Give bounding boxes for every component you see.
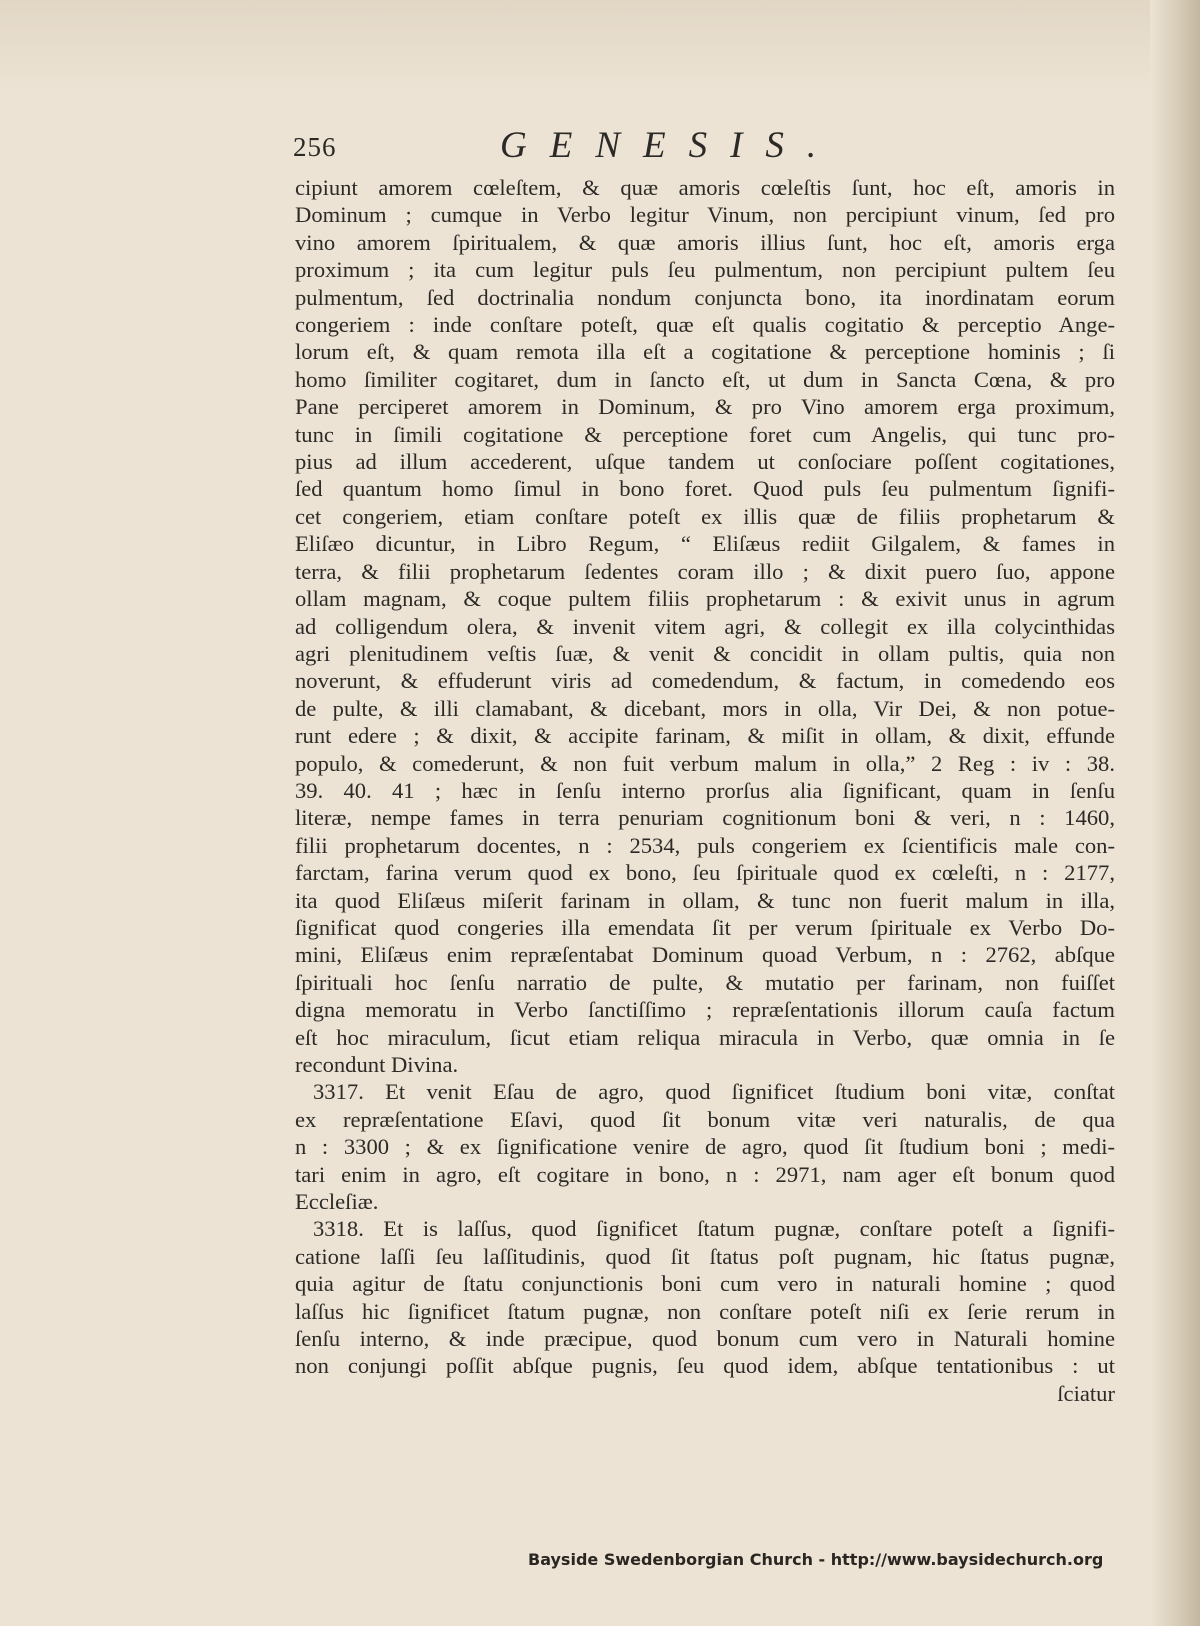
text-line: terra, & filii prophetarum ſedentes coram illo ; & dixit puero ſuo, appone [295, 558, 1115, 584]
text-line: noverunt, & effuderunt viris ad comedendum, & factum, in comedendo eos [295, 668, 1115, 694]
text-line: catione laſſi ſeu laſſitudinis, quod ſit ſtatus poſt pugnam, hic ſtatus pugnæ, [295, 1243, 1115, 1269]
text-line: laſſus hic ſignificet ſtatum pugnæ, non conſtare poteſt niſi ex ſerie rerum in [295, 1298, 1115, 1324]
text-line: de pulte, & illi clamabant, & dicebant, mors in olla, Vir Dei, & non potue- [295, 695, 1115, 721]
text-line: vino amorem ſpiritualem, & quæ amoris illius ſunt, hoc eſt, amoris erga [295, 229, 1115, 255]
page-header [293, 118, 1113, 168]
page-number: 256 [293, 132, 337, 162]
text-line: proximum ; ita cum legitur puls ſeu pulmentum, non percipiunt pultem ſeu [295, 257, 1115, 283]
footer-credit: Bayside Swedenborgian Church - http://www.baysidechurch.org [528, 1550, 1104, 1569]
text-line: filii prophetarum docentes, n : 2534, puls congeriem ex ſcientificis male con- [295, 832, 1115, 858]
text-line: non conjungi poſſit abſque pugnis, ſeu quod idem, abſque tentationibus : ut [295, 1353, 1115, 1379]
paragraph-3317-line: 3317. Et venit Eſau de agro, quod ſignificet ſtudium boni vitæ, conſtat [313, 1079, 1115, 1105]
text-line: congeriem : inde conſtare poteſt, quæ eſt qualis cogitatio & perceptio Ange- [295, 312, 1115, 338]
text-line: tari enim in agro, eſt cogitare in bono, n : 2971, nam ager eſt bonum quod [295, 1161, 1115, 1187]
text-line: Eccleſiæ. [295, 1189, 379, 1215]
text-line: ſpirituali hoc ſenſu narratio de pulte, & mutatio per farinam, non fuiſſet [295, 969, 1115, 995]
body-text [295, 174, 1115, 1407]
text-line: homo ſimiliter cogitaret, dum in ſancto eſt, ut dum in Sancta Cœna, & pro [295, 366, 1115, 392]
text-line: ſenſu interno, & inde præcipue, quod bonum cum vero in Naturali homine [295, 1326, 1115, 1352]
text-line: quia agitur de ſtatu conjunctionis boni cum vero in naturali homine ; quod [295, 1271, 1115, 1297]
text-line: pius ad illum accederent, uſque tandem ut conſociare poſſent cogitationes, [295, 449, 1115, 475]
text-line: n : 3300 ; & ex ſignificatione venire de agro, quod ſit ſtudium boni ; medi- [295, 1134, 1115, 1160]
text-line: mini, Eliſæus enim repræſentabat Dominum quoad Verbum, n : 2762, abſque [295, 942, 1115, 968]
text-line: recondunt Divina. [295, 1052, 459, 1077]
text-line: Pane perciperet amorem in Dominum, & pro Vino amorem erga proximum, [295, 394, 1115, 420]
running-head: GENESIS. [500, 125, 840, 166]
text-line: runt edere ; & dixit, & accipite farinam, & miſit in ollam, & dixit, effunde [295, 723, 1115, 749]
text-line: farctam, farina verum quod ex bono, ſeu ſpirituale quod ex cœleſti, n : 2177, [295, 860, 1115, 886]
text-line: ſignificat quod congeries illa emendata ſit per verum ſpirituale ex Verbo Do- [295, 914, 1115, 940]
paragraph-3318-line: 3318. Et is laſſus, quod ſignificet ſtatum pugnæ, conſtare poteſt a ſignifi- [313, 1216, 1115, 1242]
text-line: ollam magnam, & coque pultem filiis prophetarum : & exivit unus in agrum [295, 586, 1115, 612]
text-line: ſed quantum homo ſimul in bono foret. Quod puls ſeu pulmentum ſignifi- [295, 476, 1115, 502]
text-line: eſt hoc miraculum, ſicut etiam reliqua miracula in Verbo, quæ omnia in ſe [295, 1024, 1115, 1050]
text-line: Eliſæo dicuntur, in Libro Regum, “ Eliſæus rediit Gilgalem, & fames in [295, 531, 1115, 557]
text-line: cet congeriem, etiam conſtare poteſt ex illis quæ de filiis prophetarum & [295, 503, 1115, 529]
text-line: Dominum ; cumque in Verbo legitur Vinum, non percipiunt vinum, ſed pro [295, 202, 1115, 228]
text-line: 39. 40. 41 ; hæc in ſenſu interno prorſus alia ſignificant, quam in ſenſu [295, 777, 1115, 803]
text-line: ita quod Eliſæus miſerit farinam in ollam, & tunc non fuerit malum in illa, [295, 887, 1115, 913]
text-line: ad colligendum olera, & invenit vitem agri, & collegit ex illa colycinthidas [295, 613, 1115, 639]
text-line: literæ, nempe fames in terra penuriam cognitionum boni & veri, n : 1460, [295, 805, 1115, 831]
text-line: pulmentum, ſed doctrinalia nondum conjuncta bono, ita inordinatam eorum [295, 284, 1115, 310]
catchword: ſciatur [1057, 1380, 1115, 1406]
text-line: lorum eſt, & quam remota illa eſt a cogitatione & perceptione hominis ; ſi [295, 339, 1115, 365]
text-line: populo, & comederunt, & non fuit verbum malum in olla,” 2 Reg : iv : 38. [295, 750, 1115, 776]
text-line: cipiunt amorem cœleſtem, & quæ amoris cœleſtis ſunt, hoc eſt, amoris in [295, 175, 1115, 200]
text-line: agri plenitudinem veſtis ſuæ, & venit & concidit in ollam pultis, quia non [295, 640, 1115, 666]
page-edge-shadow [1150, 0, 1200, 1626]
text-line: digna memoratu in Verbo ſanctiſſimo ; repræſentationis illorum cauſa factum [295, 997, 1115, 1023]
text-line: ex repræſentatione Eſavi, quod ſit bonum vitæ veri naturalis, de qua [295, 1106, 1115, 1132]
text-line: tunc in ſimili cogitatione & perceptione foret cum Angelis, qui tunc pro- [295, 421, 1115, 447]
page-stain [0, 0, 1200, 90]
